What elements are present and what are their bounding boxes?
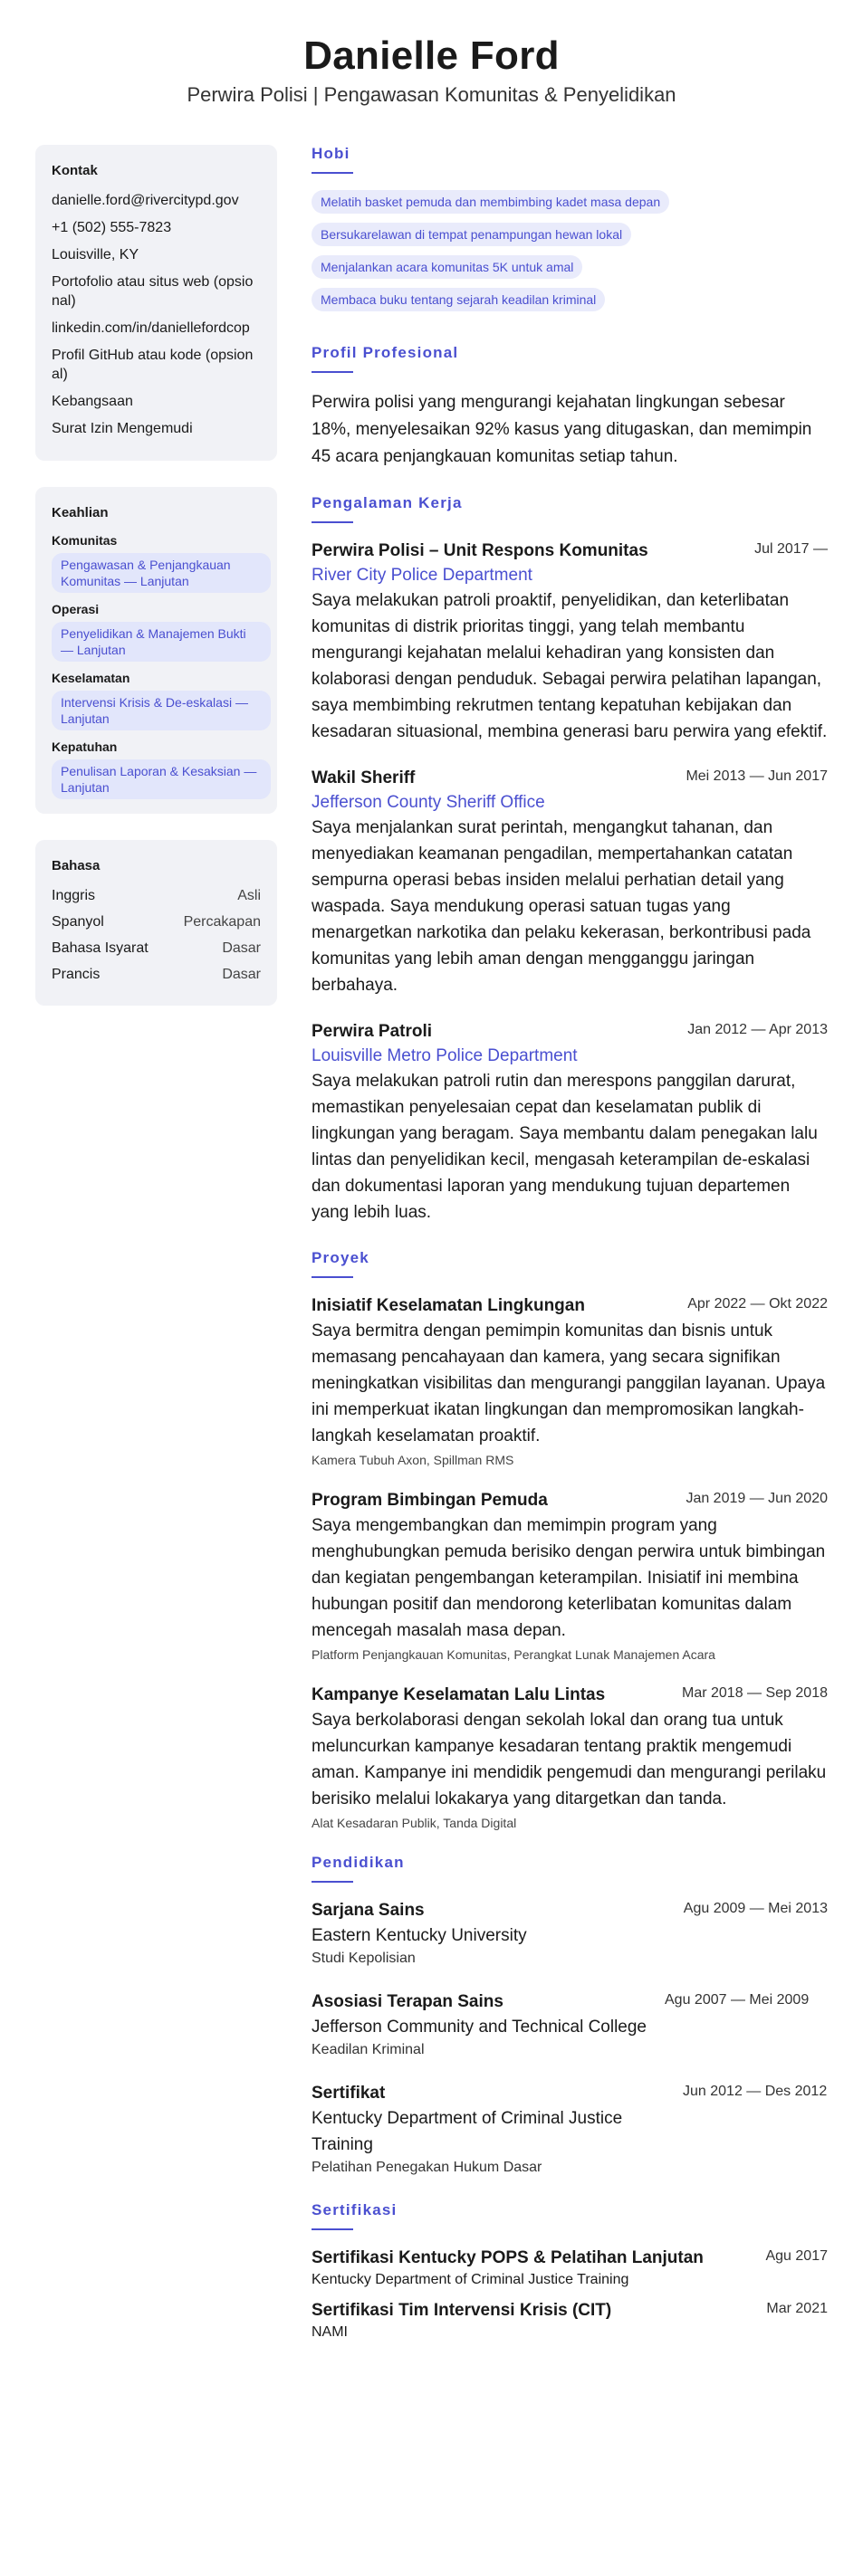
experience-entry <box>312 767 828 998</box>
projects-section <box>312 1249 828 1830</box>
project-date: Apr 2022 — Okt 2022 <box>687 1296 828 1312</box>
project-tools: Platform Penjangkauan Komunitas, Perangkat Lunak Manajemen Acara <box>312 1647 715 1662</box>
skill-group <box>52 533 261 593</box>
certification-entry <box>312 2247 828 2290</box>
section-divider <box>312 1881 353 1883</box>
skills-title: Keahlian <box>52 505 109 520</box>
education-entry <box>312 1990 828 2060</box>
language-row <box>52 912 261 931</box>
project-title: Kampanye Keselamatan Lalu Lintas <box>312 1685 606 1704</box>
section-title: Sertifikasi <box>312 2201 398 2218</box>
job-description: Saya melakukan patroli rutin dan merespons panggilan darurat, memastikan penyelesaian cepat dan keselamatan publik di lingkungan yang beragam. Saya membantu dalam penegakan lalu lintas dan penyelidikan kecil, mengasah keterampilan de-eskalasi dan dokumentasi laporan yang mendukung tujuan departemen yang lebih luas. <box>312 1072 818 1222</box>
project-date: Jan 2019 — Jun 2020 <box>686 1491 828 1506</box>
contact-phone[interactable]: +1 (502) 555-7823 <box>52 220 172 235</box>
section-title: Hobi <box>312 145 350 162</box>
contact-email[interactable]: danielle.ford@rivercitypd.gov <box>52 193 239 208</box>
certification-entry <box>312 2299 828 2342</box>
project-title: Inisiatif Keselamatan Lingkungan <box>312 1296 585 1315</box>
contact-linkedin[interactable]: linkedin.com/in/daniellefordcop <box>52 320 250 336</box>
language-row <box>52 965 261 984</box>
certification-issuer: Kentucky Department of Criminal Justice Training <box>312 2272 629 2287</box>
skill-pill: Pengawasan & Penjangkauan Komunitas — Lanjutan <box>52 553 271 593</box>
experience-section <box>312 494 828 1226</box>
skill-pill: Intervensi Krisis & De-eskalasi — Lanjutan <box>52 691 271 730</box>
project-entry <box>312 1489 828 1662</box>
section-divider <box>312 172 353 174</box>
hobbies-section <box>312 145 828 320</box>
degree-title: Asosiasi Terapan Sains <box>312 1992 503 2011</box>
education-entry <box>312 2082 828 2178</box>
language-name: Spanyol <box>52 914 104 930</box>
job-date: Mei 2013 — Jun 2017 <box>686 768 828 784</box>
school-name: Kentucky Department of Criminal Justice Training <box>312 2109 623 2154</box>
language-level: Dasar <box>222 940 261 956</box>
skill-group-title: Keselamatan <box>52 671 130 685</box>
profile-section <box>312 344 828 471</box>
language-row <box>52 886 261 905</box>
language-name: Bahasa Isyarat <box>52 940 149 956</box>
certification-date: Agu 2017 <box>765 2248 828 2264</box>
section-title: Pengalaman Kerja <box>312 494 463 511</box>
project-entry <box>312 1294 828 1467</box>
education-date: Agu 2009 — Mei 2013 <box>683 1901 828 1916</box>
language-level: Dasar <box>222 967 261 982</box>
resume-layout <box>35 145 828 2366</box>
job-title: Perwira Patroli <box>312 1022 433 1041</box>
skill-group-title: Komunitas <box>52 533 118 548</box>
person-name: Danielle Ford <box>303 33 560 78</box>
certifications-section <box>312 2201 828 2342</box>
project-description: Saya mengembangkan dan memimpin program yang menghubungkan pemuda berisiko dengan perwira untuk bimbingan dan kegiatan pengembangan keterampilan. Inisiatif ini membina hubungan positif dan mendorong keterlibatan komunitas dalam mencegah masalah masa depan. <box>312 1516 826 1640</box>
skill-group <box>52 739 261 799</box>
job-organization: River City Police Department <box>312 566 532 585</box>
project-date: Mar 2018 — Sep 2018 <box>682 1685 828 1701</box>
job-title: Perwira Polisi – Unit Respons Komunitas <box>312 541 648 560</box>
project-entry <box>312 1684 828 1830</box>
project-description: Saya bermitra dengan pemimpin komunitas dan bisnis untuk memasang pencahayaan dan kamera, yang secara signifikan meningkatkan visibilitas dan mengurangi panggilan layanan. Upaya ini memperkuat ikatan lingkungan dan mempromosikan langkah-langkah keselamatan proaktif. <box>312 1321 826 1445</box>
field-of-study: Pelatihan Penegakan Hukum Dasar <box>312 2160 542 2175</box>
job-date: Jan 2012 — Apr 2013 <box>687 1022 828 1037</box>
job-title: Wakil Sheriff <box>312 768 416 787</box>
languages-title: Bahasa <box>52 858 101 873</box>
field-of-study: Keadilan Kriminal <box>312 2042 425 2057</box>
language-name: Prancis <box>52 967 101 982</box>
section-title: Proyek <box>312 1249 369 1266</box>
language-level: Percakapan <box>183 914 261 930</box>
job-organization: Jefferson County Sheriff Office <box>312 793 545 812</box>
school-name: Jefferson Community and Technical College <box>312 2018 647 2037</box>
contact-location: Louisville, KY <box>52 247 139 262</box>
resume-header <box>0 0 863 107</box>
hobby-pill: Membaca buku tentang sejarah keadilan kriminal <box>312 288 605 311</box>
education-date: Agu 2007 — Mei 2009 <box>665 1992 810 2008</box>
section-divider <box>312 521 353 523</box>
skill-group-title: Operasi <box>52 602 100 616</box>
hobby-pill: Menjalankan acara komunitas 5K untuk amal <box>312 255 582 279</box>
language-level: Asli <box>237 888 261 903</box>
contact-license: Surat Izin Mengemudi <box>52 421 193 436</box>
sidebar <box>35 145 277 2366</box>
job-organization: Louisville Metro Police Department <box>312 1046 578 1065</box>
skill-group-title: Kepatuhan <box>52 739 118 754</box>
degree-title: Sertifikat <box>312 2084 386 2103</box>
contact-card <box>35 145 277 461</box>
language-row <box>52 939 261 958</box>
contact-title: Kontak <box>52 163 98 178</box>
experience-entry <box>312 539 828 745</box>
certification-title: Sertifikasi Tim Intervensi Krisis (CIT) <box>312 2301 612 2320</box>
contact-portfolio: Portofolio atau situs web (opsional) <box>52 274 254 309</box>
section-title: Pendidikan <box>312 1854 405 1871</box>
project-title: Program Bimbingan Pemuda <box>312 1491 548 1510</box>
project-description: Saya berkolaborasi dengan sekolah lokal dan orang tua untuk meluncurkan kampanye kesadaran tentang praktik mengemudi aman. Kampanye ini mendidik pengemudi dan mengurangi perilaku berisiko melalui lokakarya yang ditargetkan dan tanda. <box>312 1711 827 1808</box>
certification-issuer: NAMI <box>312 2324 348 2340</box>
job-description: Saya melakukan patroli proaktif, penyelidikan, dan keterlibatan komunitas di distrik prioritas tinggi, yang telah membantu mengurangi kejahatan melalui kehadiran yang konsisten dan kolaborasi dengan penduduk. Sebagai perwira pelatihan lapangan, saya membimbing rekrutmen tentang kepatuhan kebijakan dan kesadaran situasional, membina generasi baru perwira yang efektif. <box>312 591 828 741</box>
education-section <box>312 1854 828 2178</box>
certification-title: Sertifikasi Kentucky POPS & Pelatihan Lanjutan <box>312 2248 704 2267</box>
job-description: Saya menjalankan surat perintah, mengangkut tahanan, dan menyediakan keamanan pengadilan, mempertahankan catatan sempurna operasi bebas insiden melalui perhatian detail yang waspada. Saya mendukung operasi satuan tugas yang menargetkan narkotika dan pelaku kekerasan, berkontribusi pada komunitas yang lebih aman dengan mengganggu jaringan berbahaya. <box>312 818 811 995</box>
education-date: Jun 2012 — Des 2012 <box>683 2084 828 2099</box>
profile-summary: Perwira polisi yang mengurangi kejahatan lingkungan sebesar 18%, menyelesaikan 92% kasus yang ditugaskan, dan memimpin 45 acara penjangkauan komunitas setiap tahun. <box>312 393 812 466</box>
education-entry <box>312 1899 828 1969</box>
section-divider <box>312 2228 353 2230</box>
certification-date: Mar 2021 <box>766 2301 828 2316</box>
field-of-study: Studi Kepolisian <box>312 1951 416 1966</box>
skill-group <box>52 602 261 662</box>
section-title: Profil Profesional <box>312 344 459 361</box>
experience-entry <box>312 1020 828 1226</box>
project-tools: Kamera Tubuh Axon, Spillman RMS <box>312 1453 514 1467</box>
degree-title: Sarjana Sains <box>312 1901 425 1920</box>
section-divider <box>312 371 353 373</box>
skills-card <box>35 487 277 814</box>
skill-pill: Penyelidikan & Manajemen Bukti — Lanjutan <box>52 622 271 662</box>
job-date: Jul 2017 — <box>754 541 828 557</box>
language-name: Inggris <box>52 888 96 903</box>
languages-card <box>35 840 277 1006</box>
main-content <box>312 145 828 2366</box>
school-name: Eastern Kentucky University <box>312 1926 527 1945</box>
project-tools: Alat Kesadaran Publik, Tanda Digital <box>312 1816 517 1830</box>
skill-pill: Penulisan Laporan & Kesaksian — Lanjutan <box>52 759 271 799</box>
contact-github: Profil GitHub atau kode (opsional) <box>52 348 254 382</box>
person-subtitle: Perwira Polisi | Pengawasan Komunitas & Penyelidikan <box>187 83 676 106</box>
contact-nationality: Kebangsaan <box>52 394 133 409</box>
skill-group <box>52 671 261 730</box>
section-divider <box>312 1276 353 1278</box>
hobby-pill: Bersukarelawan di tempat penampungan hewan lokal <box>312 223 631 246</box>
hobby-pill: Melatih basket pemuda dan membimbing kadet masa depan <box>312 190 669 214</box>
